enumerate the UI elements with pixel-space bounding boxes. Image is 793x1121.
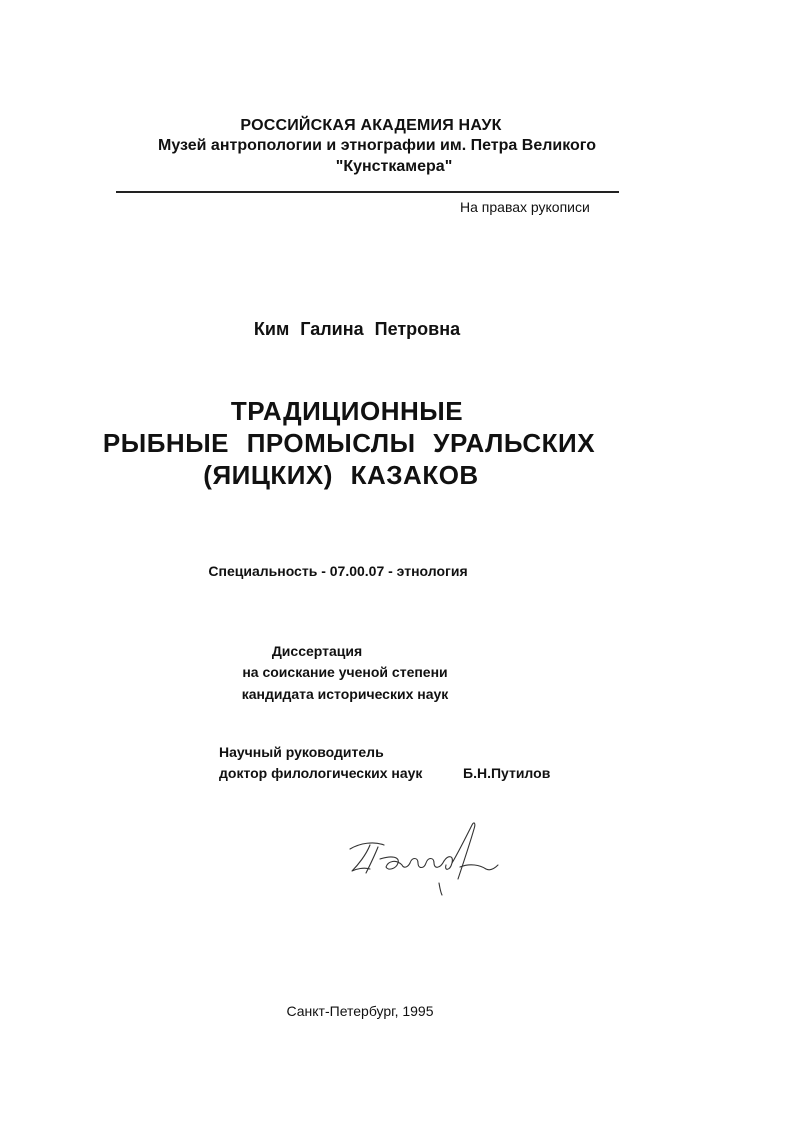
title-line-1: ТРАДИЦИОННЫЕ (230, 396, 464, 426)
header-divider (116, 191, 619, 193)
manuscript-note: На правах рукописи (460, 199, 590, 215)
title-line-3: (ЯИЦКИХ) КАЗАКОВ (203, 460, 479, 490)
institution-kunstkamera: "Кунсткамера" (335, 158, 453, 175)
supervisor-name: Б.Н.Путилов (463, 765, 551, 781)
title-line-2: РЫБНЫЕ ПРОМЫСЛЫ УРАЛЬСКИХ (102, 428, 596, 458)
place-and-year: Санкт-Петербург, 1995 (286, 1003, 434, 1019)
specialty: Специальность - 07.00.07 - этнология (208, 563, 468, 579)
handwritten-signature-icon (340, 815, 510, 910)
author-name: Ким Галина Петровна (253, 319, 461, 339)
supervisor-degree: доктор филологических наук (219, 765, 423, 781)
supervisor-role: Научный руководитель (219, 744, 384, 760)
dissertation-purpose: на соискание ученой степени (242, 664, 448, 680)
institution-museum: Музей антропологии и этнографии им. Петра Великого (157, 137, 597, 154)
institution-academy: РОССИЙСКАЯ АКАДЕМИЯ НАУК (240, 117, 502, 134)
dissertation-degree: кандидата исторических наук (241, 686, 449, 702)
dissertation-label: Диссертация (271, 643, 363, 659)
